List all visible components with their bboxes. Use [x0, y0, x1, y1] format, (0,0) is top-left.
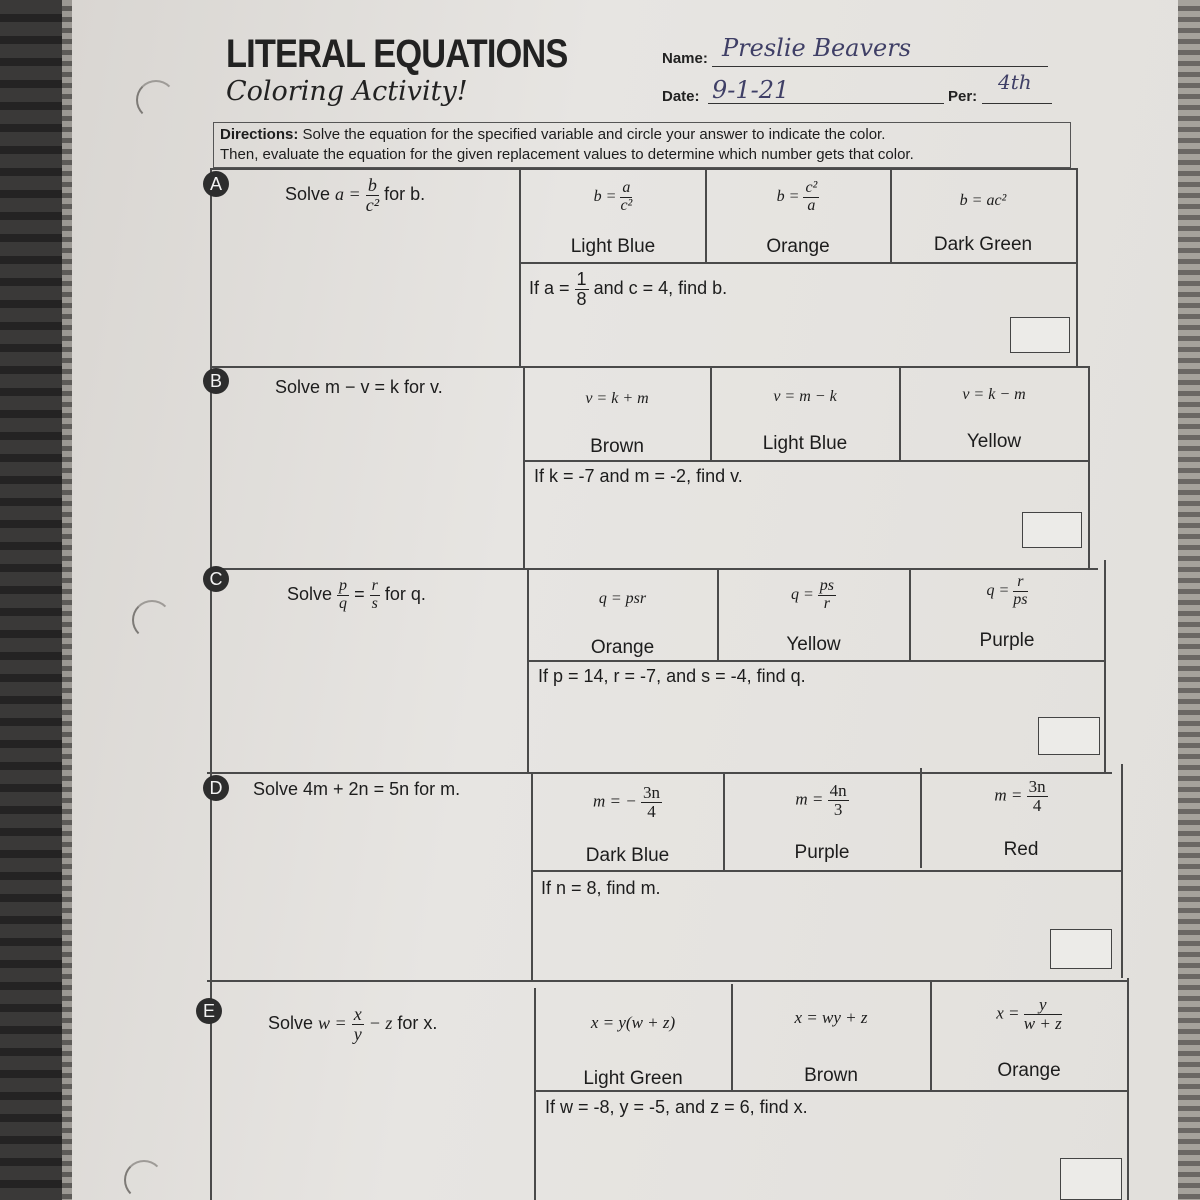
option-divider	[930, 982, 932, 1090]
option-divider	[723, 772, 725, 872]
punch-hole	[136, 80, 176, 120]
row-b-top	[210, 366, 1088, 368]
row-right-border	[1121, 764, 1123, 978]
period-line	[982, 103, 1052, 104]
problem-e-color-3: Orange	[997, 1060, 1061, 1081]
problem-d-option-2[interactable]: m = $\frac{4n}{3}$	[795, 781, 847, 819]
worksheet-subtitle: Coloring Activity!	[226, 76, 468, 107]
date-label: Date:	[662, 88, 700, 105]
problem-e-badge: E	[196, 998, 222, 1024]
option-divider	[909, 568, 911, 660]
problem-b-badge: B	[203, 368, 229, 394]
problem-a-find: If a = $\frac{1}{8}$ and c = 4, find b.	[529, 269, 728, 309]
option-bottom	[519, 262, 1077, 264]
problem-a-answer-box[interactable]	[1010, 317, 1070, 353]
page-stack-edge	[1178, 0, 1200, 1200]
problem-a-prompt: Solve a = $\frac{b}{\text{c²}}$ for b.	[285, 175, 426, 215]
name-value[interactable]: Preslie Beavers	[722, 34, 912, 62]
problem-d-answer-box[interactable]	[1050, 929, 1112, 969]
option-divider	[731, 984, 733, 1092]
problem-c-color-2: Yellow	[786, 634, 841, 655]
row-c-top	[210, 568, 1098, 570]
problem-a-color-1: Light Blue	[570, 236, 656, 257]
directions-box	[213, 122, 1071, 168]
date-value[interactable]: 9-1-21	[712, 76, 790, 104]
problem-a-option-2[interactable]: b = $\frac{\text{c²}}{a}$	[776, 179, 818, 214]
row-right-border	[1076, 168, 1078, 366]
problem-b-option-3[interactable]: v = k − m	[962, 386, 1026, 403]
option-divider	[710, 366, 712, 460]
problem-e-color-1: Light Green	[583, 1068, 683, 1089]
row-e-top	[207, 980, 1127, 982]
problem-d-color-1: Dark Blue	[585, 845, 670, 866]
punch-hole	[132, 600, 172, 640]
problem-c-option-3[interactable]: q = $\frac{r}{ps}$	[986, 573, 1028, 608]
problem-c-option-1[interactable]: q = psr	[598, 590, 647, 607]
problem-d-color-2: Purple	[794, 842, 850, 863]
problem-c-option-2[interactable]: q = $\frac{ps}{r}$	[790, 577, 835, 612]
directions-line-2: Then, evaluate the equation for the given replacement values to determine which number gets that color.	[220, 146, 914, 163]
row-b-divider	[523, 366, 525, 568]
problem-e-answer-box[interactable]	[1060, 1158, 1122, 1200]
row-right-border	[1104, 560, 1106, 772]
name-label: Name:	[662, 50, 708, 67]
problem-c-find: If p = 14, r = -7, and s = -4, find q.	[538, 666, 806, 686]
row-a-divider	[519, 168, 521, 366]
problem-b-color-1: Brown	[590, 436, 644, 457]
problem-b-prompt: Solve m − v = k for v.	[275, 377, 443, 397]
problem-b-option-1[interactable]: v = k + m	[585, 390, 649, 407]
grid-left-border	[210, 168, 212, 1200]
problem-b-find: If k = -7 and m = -2, find v.	[534, 466, 743, 486]
row-e-divider	[534, 988, 536, 1200]
problem-c-color-1: Orange	[590, 637, 655, 658]
directions-line-1: Solve the equation for the specified variable and circle your answer to indicate the color.	[302, 126, 886, 143]
option-divider	[717, 568, 719, 660]
problem-d-find: If n = 8, find m.	[541, 878, 661, 898]
problem-b-answer-box[interactable]	[1022, 512, 1082, 548]
problem-b-color-2: Light Blue	[762, 433, 848, 454]
option-bottom	[531, 870, 1121, 872]
option-bottom	[523, 460, 1089, 462]
name-line	[712, 66, 1048, 67]
problem-e-color-2: Brown	[804, 1065, 858, 1086]
problem-a-badge: A	[203, 171, 229, 197]
row-d-divider	[531, 772, 533, 980]
problem-b-color-3: Yellow	[966, 431, 1022, 452]
directions-label: Directions:	[220, 126, 299, 143]
problem-a-color-2: Orange	[766, 236, 830, 257]
period-label: Per:	[948, 88, 978, 105]
row-right-border	[1088, 366, 1090, 568]
problem-b-option-2[interactable]: v = m − k	[773, 388, 837, 405]
binder-ring-edge	[62, 0, 72, 1200]
option-divider	[920, 768, 922, 868]
problem-a-option-1[interactable]: b = $\frac{a}{\text{c²}}$	[593, 179, 633, 214]
period-value[interactable]: 4th	[998, 70, 1032, 94]
row-right-border	[1127, 978, 1129, 1200]
problem-d-prompt: Solve 4m + 2n = 5n for m.	[253, 779, 461, 799]
problem-c-answer-box[interactable]	[1038, 717, 1100, 755]
problem-c-badge: C	[203, 566, 229, 592]
option-bottom	[527, 660, 1105, 662]
row-a-top	[210, 168, 1078, 170]
row-d-top	[207, 772, 1112, 774]
option-bottom	[534, 1090, 1128, 1092]
problem-d-option-1[interactable]: m = − $\frac{3n}{4}$	[593, 783, 660, 821]
worksheet-title: LITERAL EQUATIONS	[226, 32, 568, 76]
punch-hole	[124, 1160, 164, 1200]
problem-e-find: If w = -8, y = -5, and z = 6, find x.	[545, 1097, 808, 1117]
problem-e-option-1[interactable]: x = y(w + z)	[590, 1013, 676, 1032]
problem-c-color-3: Purple	[979, 630, 1035, 651]
problem-e-option-2[interactable]: x = wy + z	[794, 1008, 868, 1027]
problem-a-option-3[interactable]: b = ac²	[959, 192, 1007, 209]
option-divider	[899, 366, 901, 460]
binder-spine	[0, 0, 70, 1200]
problem-d-badge: D	[203, 775, 229, 801]
problem-e-option-3[interactable]: x = $\frac{y}{w + z}$	[996, 995, 1062, 1033]
problem-c-prompt: Solve $\frac{p}{q}$ = $\frac{r}{s}$ for q.	[287, 577, 426, 612]
problem-e-prompt: Solve w = $\frac{x}{y}$ − z for x.	[268, 1004, 438, 1044]
problem-d-color-3: Red	[1003, 839, 1039, 860]
problem-a-color-3: Dark Green	[933, 234, 1033, 255]
row-c-divider	[527, 568, 529, 772]
problem-d-option-3[interactable]: m = $\frac{3n}{4}$	[994, 777, 1046, 815]
